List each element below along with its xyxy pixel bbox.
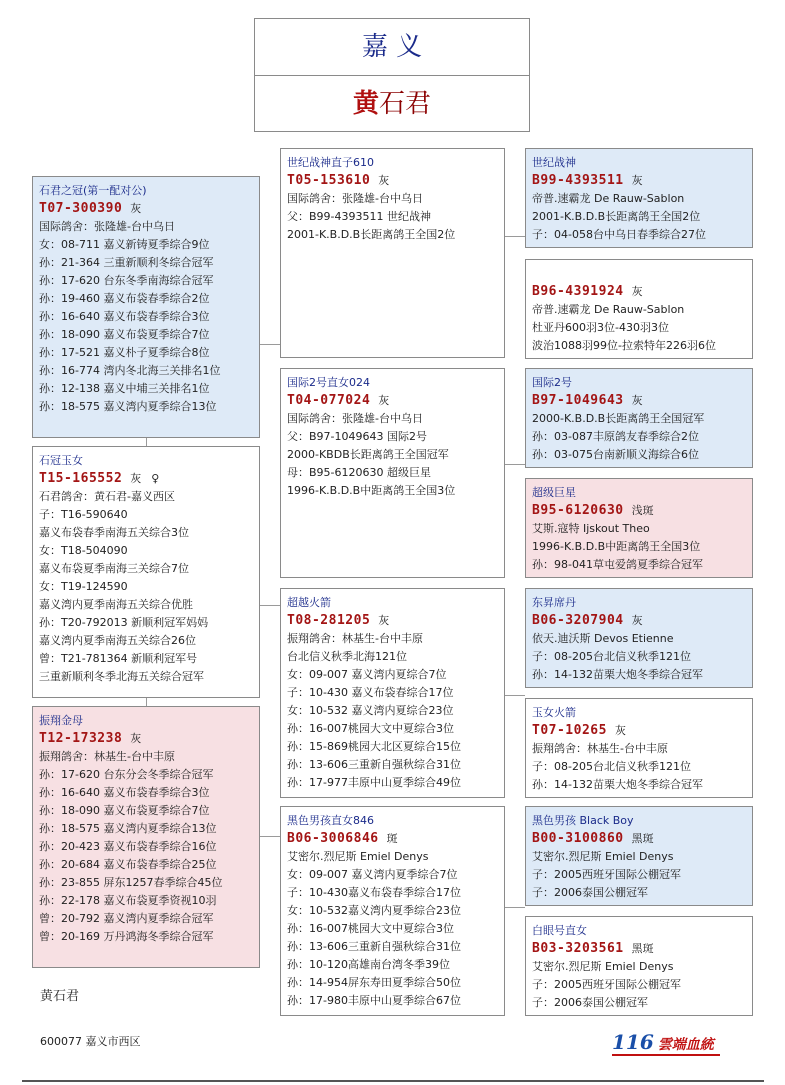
record-line: 孙：21-364 三重新顺利冬综合冠军: [39, 256, 214, 269]
pigeon-name: 石冠玉女: [39, 454, 83, 467]
pigeon-name: 石君之冠(第一配对公): [39, 184, 147, 197]
record-line: 孙：17-620 台东分会冬季综合冠军: [39, 768, 214, 781]
record-line: 孙：18-575 嘉义湾内夏季综合13位: [39, 822, 217, 835]
record-line: 嘉义湾内夏季南海五关综合优胜: [39, 598, 193, 611]
record-line: 孙：14-954屏东寿田夏季综合50位: [287, 976, 461, 989]
record-line: 孙：16-774 湾内冬北海三关排名1位: [39, 364, 221, 377]
record-line: 母：B95-6120630 超级巨星: [287, 466, 431, 479]
record-line: 女：08-711 嘉义新铸夏季综合9位: [39, 238, 210, 251]
record-line: 艾密尔.烈尼斯 Emiel Denys: [532, 850, 674, 863]
pigeon-name: 黑色男孩直女846: [287, 814, 374, 827]
pigeon-name: 白眼号直女: [532, 924, 587, 937]
record-line: 孙：13-606三重新自强秋综合31位: [287, 940, 461, 953]
record-line: 孙：15-869桃园大北区夏综合15位: [287, 740, 461, 753]
record-line: 孙：19-460 嘉义布袋春季综合2位: [39, 292, 210, 305]
record-line: 2001-K.B.D.B长距离鸽王全国2位: [287, 228, 456, 241]
record-line: 艾密尔.烈尼斯 Emiel Denys: [532, 960, 674, 973]
record-line: 孙：10-120高雄南台湾冬季39位: [287, 958, 450, 971]
record-line: 石君鸽舍：黄石君-嘉义西区: [39, 490, 175, 503]
record-line: 嘉义布袋夏季南海三关综合7位: [39, 562, 189, 575]
third-dam-box: [280, 806, 505, 1016]
record-line: 孙：17-521 嘉义朴子夏季综合8位: [39, 346, 210, 359]
pigeon-name: 超级巨星: [532, 486, 576, 499]
record-line: 孙：17-980丰原中山夏季综合67位: [287, 994, 461, 1007]
record-line: 孙：14-132苗栗大炮冬季综合冠军: [532, 668, 703, 681]
record-line: 孙：18-575 嘉义湾内夏季综合13位: [39, 400, 217, 413]
record-line: 孙：17-977丰原中山夏季综合49位: [287, 776, 461, 789]
sire-dam-sire-box: [525, 368, 753, 468]
pigeon-color: 灰: [130, 732, 142, 745]
record-line: 三重新顺利冬季北海五关综合冠军: [39, 670, 204, 683]
pigeon-name: 世纪战神直子610: [287, 156, 374, 169]
ring-number: T07-300390: [39, 201, 123, 216]
record-line: 孙：16-640 嘉义布袋春季综合3位: [39, 786, 210, 799]
record-line: 孙：13-606三重新自强秋综合31位: [287, 758, 461, 771]
sire-dam-box: [280, 368, 505, 578]
pigeon-color: 灰: [378, 614, 390, 627]
pigeon-name: 振翔金母: [39, 714, 83, 727]
third-sire-box: [280, 588, 505, 798]
record-line: 2000-KBDB长距离鸽王全国冠军: [287, 448, 449, 461]
ring-number: T08-281205: [287, 613, 371, 628]
record-line: 孙：03-087丰原鸽友春季综合2位: [532, 430, 699, 443]
record-line: 子：04-058台中乌日春季综合27位: [532, 228, 706, 241]
record-line: 孙：16-640 嘉义布袋春季综合3位: [39, 310, 210, 323]
record-line: 女：10-532 嘉义湾内夏综合23位: [287, 704, 454, 717]
region-title: 嘉 义: [255, 19, 529, 76]
record-line: 孙：16-007桃园大文中夏综合3位: [287, 922, 454, 935]
record-line: 依天.迪沃斯 Devos Etienne: [532, 632, 674, 645]
sire-dam-dam-box: [525, 478, 753, 578]
sire-sire-dam-box: [525, 259, 753, 359]
record-line: 曾：20-792 嘉义湾内夏季综合冠军: [39, 912, 214, 925]
record-line: 振翔鸽舍：林基生-台中丰原: [287, 632, 423, 645]
connector: [505, 464, 525, 465]
pigeon-color: 灰: [631, 174, 643, 187]
record-line: 振翔鸽舍：林基生-台中丰原: [532, 742, 668, 755]
sire-sire-sire-box: [525, 148, 753, 248]
record-line: 孙：18-090 嘉义布袋夏季综合7位: [39, 804, 210, 817]
pigeon-color: 黑斑: [631, 942, 654, 955]
pigeon-color: 灰: [130, 202, 142, 215]
ring-number: B00-3100860: [532, 831, 624, 846]
record-line: 帝普.速霸龙 De Rauw-Sablon: [532, 192, 685, 205]
record-line: 波治1088羽99位-拉索特年226羽6位: [532, 339, 716, 352]
record-line: 女：10-532嘉义湾内夏季综合23位: [287, 904, 461, 917]
pigeon-color: 浅斑: [631, 504, 654, 517]
record-line: 孙：14-132苗栗大炮冬季综合冠军: [532, 778, 703, 791]
record-line: 孙：03-075台南新顺义海综合6位: [532, 448, 699, 461]
record-line: 1996-K.B.D.B中距离鸽王全国3位: [287, 484, 456, 497]
record-line: 孙：T20-792013 新顺利冠军妈妈: [39, 616, 209, 629]
pigeon-color: 斑: [386, 832, 398, 845]
record-line: 1996-K.B.D.B中距离鸽王全国3位: [532, 540, 701, 553]
logo-text: 雲端血統: [657, 1037, 714, 1053]
pigeon-name: 国际2号: [532, 376, 572, 389]
record-line: 杜亚丹600羽3位-430羽3位: [532, 321, 669, 334]
owner-title: [255, 76, 529, 132]
record-line: 父：B97-1049643 国际2号: [287, 430, 427, 443]
third-pigeon-box: [32, 706, 260, 968]
record-line: 子：2005西班牙国际公棚冠军: [532, 978, 681, 991]
ring-number: B95-6120630: [532, 503, 624, 518]
pigeon-color: 灰: [378, 394, 390, 407]
pigeon-color: 灰: [631, 285, 643, 298]
pedigree-header: [254, 18, 530, 132]
pigeon-name: 东昇席丹: [532, 596, 576, 609]
record-line: 子：2006泰国公棚冠军: [532, 996, 648, 1009]
pigeon-name: 世纪战神: [532, 156, 576, 169]
connector: [146, 437, 147, 446]
connector: [259, 605, 280, 606]
record-line: 父：B99-4393511 世纪战神: [287, 210, 431, 223]
record-line: 孙：12-138 嘉义中埔三关排名1位: [39, 382, 210, 395]
pigeon-name: 国际2号直女024: [287, 376, 370, 389]
pigeon-color: 灰: [631, 394, 643, 407]
ring-number: T04-077024: [287, 393, 371, 408]
sire-sire-box: [280, 148, 505, 358]
connector: [259, 836, 280, 837]
ring-number: T15-165552: [39, 471, 123, 486]
ring-number: B03-3203561: [532, 941, 624, 956]
logo-underline: [612, 1054, 720, 1056]
record-line: 孙：22-178 嘉义布袋夏季资视10羽: [39, 894, 217, 907]
record-line: 2000-K.B.D.B长距离鸽王全国冠军: [532, 412, 705, 425]
third-sire-sire-box: [525, 588, 753, 688]
connector: [259, 344, 280, 345]
ring-number: T12-173238: [39, 731, 123, 746]
record-line: 2001-K.B.D.B长距离鸽王全国2位: [532, 210, 701, 223]
ring-number: B97-1049643: [532, 393, 624, 408]
logo-number: 116: [612, 1030, 654, 1054]
record-line: 艾斯.寇特 Ijskout Theo: [532, 522, 650, 535]
record-line: 嘉义布袋春季南海五关综合3位: [39, 526, 189, 539]
bottom-divider: [22, 1080, 764, 1082]
record-line: 孙：23-855 屏东1257春季综合45位: [39, 876, 223, 889]
connector: [505, 907, 525, 908]
sire-box: [32, 176, 260, 438]
owner-first-char: 黄: [352, 89, 379, 119]
record-line: 孙：20-423 嘉义布袋春季综合16位: [39, 840, 217, 853]
pigeon-name: 玉女火箭: [532, 706, 576, 719]
record-line: 孙：20-684 嘉义布袋春季综合25位: [39, 858, 217, 871]
connector: [505, 695, 525, 696]
third-dam-sire-box: [525, 806, 753, 906]
record-line: 女：09-007 嘉义湾内夏季综合7位: [287, 868, 458, 881]
record-line: 国际鸽舍：张隆雄-台中乌日: [39, 220, 175, 233]
pigeon-color: 灰: [130, 472, 142, 485]
connector: [146, 697, 147, 706]
record-line: 曾：20-169 万丹鸿海冬季综合冠军: [39, 930, 214, 943]
ring-number: T07-10265: [532, 723, 607, 738]
pigeon-color: 灰: [614, 724, 626, 737]
record-line: 曾：T21-781364 新顺利冠军号: [39, 652, 198, 665]
owner-signature: 黄石君: [40, 989, 80, 1004]
female-symbol-icon: ♀: [151, 472, 160, 485]
record-line: 振翔鸽舍：林基生-台中丰原: [39, 750, 175, 763]
owner-address: 600077 嘉义市西区: [40, 1035, 141, 1048]
third-sire-dam-box: [525, 698, 753, 798]
record-line: 孙：17-620 台东冬季南海综合冠军: [39, 274, 214, 287]
record-line: 嘉义湾内夏季南海五关综合26位: [39, 634, 196, 647]
record-line: 孙：98-041草屯爱鸽夏季综合冠军: [532, 558, 703, 571]
record-line: 子：08-205台北信义秋季121位: [532, 650, 691, 663]
dam-box: [32, 446, 260, 698]
record-line: 台北信义秋季北海121位: [287, 650, 407, 663]
pigeon-color: 灰: [631, 614, 643, 627]
ring-number: B99-4393511: [532, 173, 624, 188]
record-line: 女：09-007 嘉义湾内夏综合7位: [287, 668, 447, 681]
pigeon-color: 黑斑: [631, 832, 654, 845]
record-line: 帝普.速霸龙 De Rauw-Sablon: [532, 303, 685, 316]
pigeon-name: 黑色男孩 Black Boy: [532, 814, 634, 827]
ring-number: B96-4391924: [532, 284, 624, 299]
pigeon-name: 超越火箭: [287, 596, 331, 609]
brand-logo: [612, 1030, 714, 1054]
record-line: 子：2006泰国公棚冠军: [532, 886, 648, 899]
ring-number: B06-3006846: [287, 831, 379, 846]
record-line: 子：T16-590640: [39, 508, 128, 521]
pigeon-name: [532, 265, 746, 283]
ring-number: T05-153610: [287, 173, 371, 188]
record-line: 女：T19-124590: [39, 580, 128, 593]
connector: [505, 236, 525, 237]
record-line: 子：10-430 嘉义布袋春综合17位: [287, 686, 454, 699]
record-line: 孙：16-007桃园大文中夏综合3位: [287, 722, 454, 735]
owner-rest: 石君: [379, 89, 432, 119]
record-line: 女：T18-504090: [39, 544, 128, 557]
record-line: 子：10-430嘉义布袋春季综合17位: [287, 886, 461, 899]
record-line: 子：2005西班牙国际公棚冠军: [532, 868, 681, 881]
record-line: 国际鸽舍：张隆雄-台中乌日: [287, 192, 423, 205]
record-line: 子：08-205台北信义秋季121位: [532, 760, 691, 773]
record-line: 孙：18-090 嘉义布袋夏季综合7位: [39, 328, 210, 341]
record-line: 国际鸽舍：张隆雄-台中乌日: [287, 412, 423, 425]
ring-number: B06-3207904: [532, 613, 624, 628]
pigeon-color: 灰: [378, 174, 390, 187]
third-dam-dam-box: [525, 916, 753, 1016]
record-line: 艾密尔.烈尼斯 Emiel Denys: [287, 850, 429, 863]
